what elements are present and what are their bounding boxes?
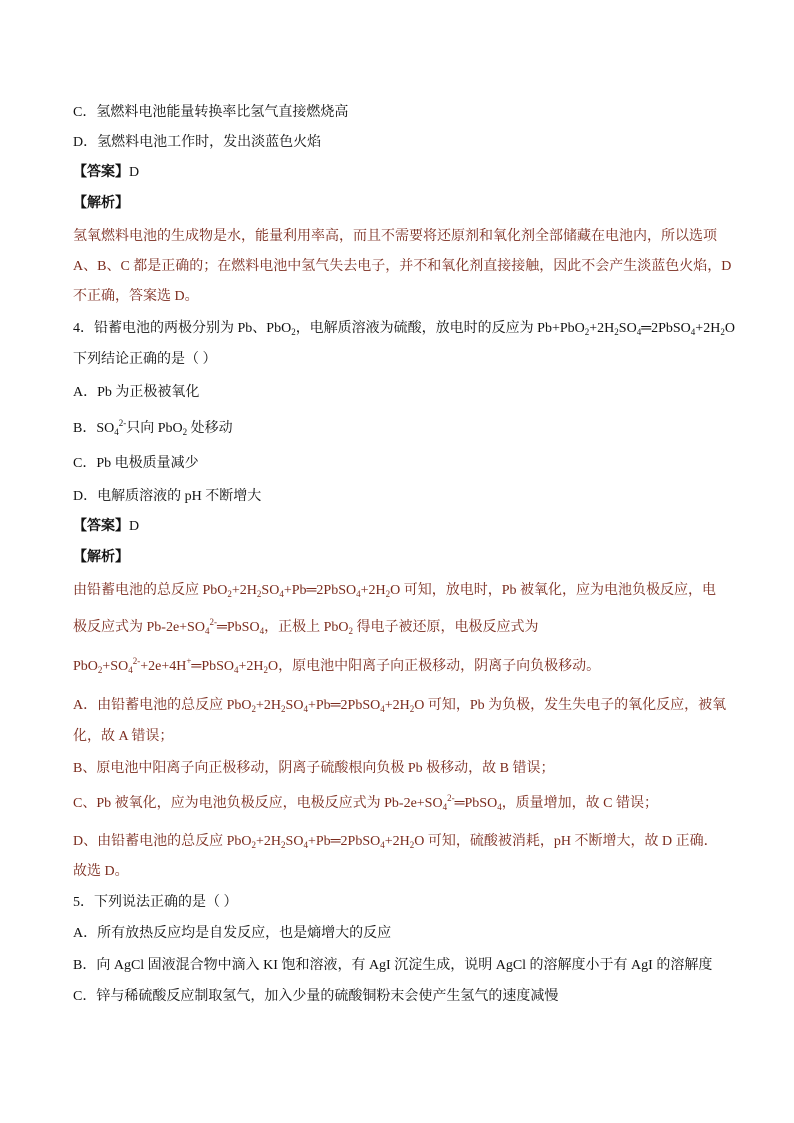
text-run: D．电解质溶液的 pH 不断增大 bbox=[73, 489, 262, 504]
section-label: 【答案】 bbox=[73, 165, 129, 180]
text-run: +2H bbox=[384, 698, 410, 713]
subscript: 4 bbox=[356, 589, 361, 599]
q3-analysis-line bbox=[73, 287, 199, 307]
q4-stem bbox=[73, 319, 735, 339]
q5-option-c bbox=[73, 987, 558, 1007]
text-run: +Pb═2PbSO bbox=[307, 834, 381, 849]
q4-analysis-line bbox=[73, 581, 716, 601]
subscript: 2 bbox=[281, 704, 286, 714]
text-run: 5．下列说法正确的是（ ） bbox=[73, 895, 238, 910]
text-run: A．Pb 为正极被氧化 bbox=[73, 385, 200, 400]
subscript: 4 bbox=[497, 802, 502, 812]
text-run: +Pb═2PbSO bbox=[307, 698, 381, 713]
text-run: ═PbSO bbox=[454, 796, 498, 811]
subscript: 4 bbox=[690, 327, 696, 337]
text-run: 由铅蓄电池的总反应 PbO bbox=[73, 583, 228, 598]
text-run: B．向 AgCl 固液混合物中滴入 KI 饱和溶液，有 AgI 沉淀生成，说明 AgCl 的溶解度小于有 AgI 的溶解度 bbox=[73, 958, 713, 973]
q4-option-c bbox=[73, 454, 199, 474]
text-run: C．锌与稀硫酸反应制取氢气，加入少量的硫酸铜粉末会使产生氢气的速度减慢 bbox=[73, 989, 559, 1004]
subscript: 4 bbox=[380, 840, 385, 850]
q4-analysis-line bbox=[73, 794, 658, 814]
superscript: 2- bbox=[447, 793, 455, 803]
text-run: ═PbSO bbox=[216, 620, 260, 635]
text-run: ═2PbSO bbox=[641, 321, 691, 336]
subscript: 2 bbox=[385, 589, 391, 599]
text-run: B．SO bbox=[73, 421, 115, 436]
text-run: D．氢燃料电池工作时，发出淡蓝色火焰 bbox=[73, 135, 322, 150]
subscript: 2 bbox=[409, 840, 415, 850]
text-run: 4．铅蓄电池的两极分别为 Pb、PbO bbox=[73, 321, 292, 336]
subscript: 2 bbox=[584, 327, 590, 337]
subscript: 4 bbox=[303, 704, 308, 714]
text-run: +Pb═2PbSO bbox=[283, 583, 357, 598]
text-run: +2H bbox=[360, 583, 386, 598]
q5-option-b bbox=[73, 956, 712, 976]
subscript: 2 bbox=[263, 665, 269, 675]
subscript: 2 bbox=[409, 704, 415, 714]
text-run: D、由铅蓄电池的总反应 PbO bbox=[73, 834, 252, 849]
q4-stem bbox=[73, 350, 217, 370]
q3-option-d bbox=[73, 133, 321, 153]
superscript: 2- bbox=[132, 656, 141, 666]
text-run: A．由铅蓄电池的总反应 PbO bbox=[73, 698, 252, 713]
q5-stem bbox=[73, 893, 238, 913]
text-run: +2H bbox=[384, 834, 410, 849]
section-label: 【答案】 bbox=[73, 519, 129, 534]
subscript: 4 bbox=[204, 626, 210, 636]
section-label: 【解析】 bbox=[73, 196, 129, 211]
text-run: O，原电池中阳离子向正极移动，阴离子向负极移动。 bbox=[268, 659, 601, 674]
text-run: +2H bbox=[256, 698, 282, 713]
text-run: A、B、C 都是正确的；在燃料电池中氢气失去电子，并不和氧化剂直接接触，因此不会产生淡蓝色火焰，D bbox=[73, 259, 732, 274]
subscript: 4 bbox=[279, 589, 284, 599]
text-run: +2H bbox=[589, 321, 615, 336]
text-run: ，正极上 PbO bbox=[264, 620, 349, 635]
text-run: +2H bbox=[238, 659, 264, 674]
text-run: +2H bbox=[231, 583, 257, 598]
q4-analysis-line bbox=[73, 618, 538, 638]
q3-answer bbox=[73, 163, 139, 183]
text-run: O 可知，放电时，Pb 被氧化，应为电池负极反应，电 bbox=[390, 583, 717, 598]
text-run: SO bbox=[618, 321, 637, 336]
text-run: SO bbox=[261, 583, 280, 598]
subscript: 2 bbox=[227, 589, 232, 599]
text-run: 化，故 A 错误； bbox=[73, 729, 174, 744]
subscript: 4 bbox=[259, 626, 265, 636]
subscript: 2 bbox=[182, 427, 188, 437]
q3-analysis-line bbox=[73, 257, 731, 277]
q4-analysis-line bbox=[73, 727, 173, 747]
text-run: +2e+4H bbox=[140, 659, 187, 674]
text-run: 只向 PbO bbox=[126, 421, 183, 436]
superscript: 2- bbox=[209, 617, 217, 627]
subscript: 4 bbox=[114, 427, 119, 437]
subscript: 4 bbox=[128, 665, 133, 675]
section-label: 【解析】 bbox=[73, 550, 129, 565]
q4-analysis-line bbox=[73, 862, 129, 882]
superscript: + bbox=[186, 656, 192, 666]
q5-option-a bbox=[73, 924, 391, 944]
subscript: 2 bbox=[251, 840, 257, 850]
text-run: +SO bbox=[102, 659, 129, 674]
q4-analysis-line bbox=[73, 759, 554, 779]
text-run: 不正确，答案选 D。 bbox=[73, 289, 199, 304]
subscript: 2 bbox=[291, 327, 296, 337]
text-run: 得电子被还原，电极反应式为 bbox=[352, 620, 539, 635]
text-run: D bbox=[129, 165, 140, 180]
text-run: SO bbox=[285, 698, 304, 713]
text-run: ，质量增加，故 C 错误； bbox=[501, 796, 659, 811]
text-run: A．所有放热反应均是自发反应，也是熵增大的反应 bbox=[73, 926, 392, 941]
subscript: 2 bbox=[348, 626, 353, 636]
subscript: 2 bbox=[251, 704, 257, 714]
text-run: C．氢燃料电池能量转换率比氢气直接燃烧高 bbox=[73, 105, 349, 120]
text-run: 极反应式为 Pb-2e+SO bbox=[73, 620, 205, 635]
text-run: B、原电池中阳离子向正极移动，阴离子硫酸根向负极 Pb 极移动，故 B 错误； bbox=[73, 761, 555, 776]
q4-analysis-line bbox=[73, 657, 600, 677]
text-run: C、Pb 被氧化，应为电池负极反应，电极反应式为 Pb-2e+SO bbox=[73, 796, 443, 811]
q4-analysis-label bbox=[73, 548, 129, 568]
text-run: O 可知，硫酸被消耗，pH 不断增大，故 D 正确． bbox=[414, 834, 718, 849]
text-run: ，电解质溶液为硫酸，放电时的反应为 Pb+PbO bbox=[295, 321, 585, 336]
subscript: 4 bbox=[442, 802, 448, 812]
subscript: 4 bbox=[380, 704, 385, 714]
q4-option-a bbox=[73, 383, 199, 403]
q4-analysis-line bbox=[73, 832, 718, 852]
text-run: +2H bbox=[695, 321, 721, 336]
superscript: 2- bbox=[118, 418, 127, 428]
q4-analysis-line bbox=[73, 696, 726, 716]
text-run: SO bbox=[285, 834, 304, 849]
subscript: 4 bbox=[636, 327, 642, 337]
text-run: 处移动 bbox=[187, 421, 233, 436]
subscript: 2 bbox=[97, 665, 103, 675]
text-run: ═PbSO bbox=[191, 659, 235, 674]
text-run: 下列结论正确的是（ ） bbox=[73, 352, 217, 367]
text-run: +2H bbox=[256, 834, 282, 849]
text-run: 氢氧燃料电池的生成物是水，能量利用率高，而且不需要将还原剂和氧化剂全部储藏在电池内，所以选项 bbox=[73, 229, 717, 244]
q3-analysis-line bbox=[73, 227, 717, 247]
text-run: C．Pb 电极质量减少 bbox=[73, 456, 199, 471]
q4-answer bbox=[73, 517, 139, 537]
subscript: 4 bbox=[303, 840, 308, 850]
text-run: PbO bbox=[73, 659, 98, 674]
text-run: D bbox=[129, 519, 140, 534]
text-run: 故选 D。 bbox=[73, 864, 129, 879]
q4-option-b bbox=[73, 419, 233, 439]
subscript: 2 bbox=[614, 327, 619, 337]
subscript: 4 bbox=[234, 665, 239, 675]
q3-option-c bbox=[73, 103, 348, 123]
subscript: 2 bbox=[281, 840, 286, 850]
text-run: O bbox=[724, 321, 735, 336]
subscript: 2 bbox=[256, 589, 262, 599]
q3-analysis-label bbox=[73, 194, 129, 214]
subscript: 2 bbox=[720, 327, 725, 337]
text-run: O 可知，Pb 为负极，发生失电子的氧化反应，被氧 bbox=[414, 698, 727, 713]
q4-option-d bbox=[73, 487, 261, 507]
